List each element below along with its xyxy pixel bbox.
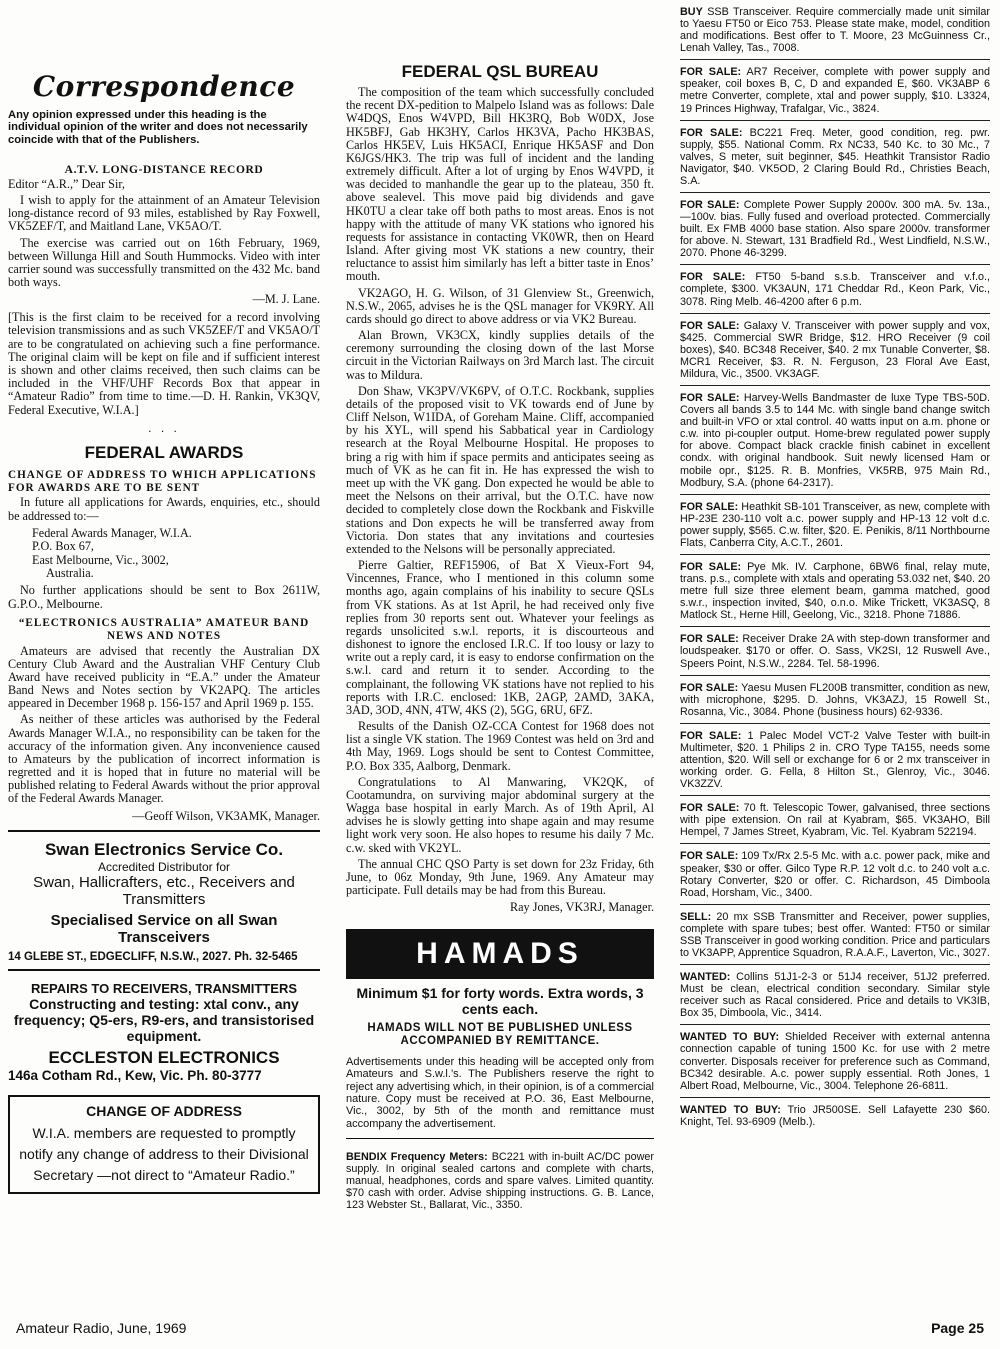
classified-ad [680,1025,990,1097]
ad-body: 109 Tx/Rx 2.5-5 Mc. with a.c. power pack, mike and speaker, $30 or offer. Gilco Type R.P. 12 volt d.c. to 240 volt a.c. Rotary Converter, $20 or offer. C. Richardson, 45 Dimboola Road, Horsham, Vic., 3400. [680,850,990,899]
divider [8,830,320,832]
ad-lead: FOR SALE: [680,66,742,79]
ad-body: Complete Power Supply 2000v. 300 mA. 5v. 13a., —100v. bias. Fully fused and overload protected. Commercially built. Ex FMB 4000 base station. Also spare 2000v. transformer for above. N. Stewart, 131 Bradfield Rd., West Lindfield, N.S.W., 2070. Phone 46-3299. [680,199,990,260]
classified-ad [680,60,990,120]
ad-lead: FOR SALE: [680,271,746,284]
swan-advert [8,840,320,963]
ad-body: Receiver Drake 2A with step-down transformer and loudspeaker. $170 or offer. O. Sass, VK2SI, 12 Ruswell Ave., Speers Point, N.S.W., 2284. Tel. 58-1996. [680,633,990,670]
section-separator: . . . [148,420,180,435]
ea-heading: “ELECTRONICS AUSTRALIA” AMATEUR BAND NEWS AND NOTES [18,616,310,642]
ad-lead: FOR SALE: [680,633,739,646]
ad-lead: FOR SALE: [680,729,742,742]
atv-paragraph: I wish to apply for the attainment of an Amateur Television long-distance record of 93 miles, established by Ray Foxwell, VK5ZEF/T, and Maitland Lane, VK5AO/T. [8,193,320,234]
ad-lead: FOR SALE: [680,681,739,694]
divider [8,969,320,971]
ad-lead: FOR SALE: [680,500,739,513]
repairs-advert [8,981,320,1083]
ad-lead: FOR SALE: [680,319,740,332]
footer-publication: Amateur Radio, June, 1969 [16,1320,187,1336]
address-line: Federal Awards Manager, W.I.A. [32,525,192,540]
atv-salutation: Editor “A.R.,” Dear Sir, [8,176,125,191]
coa-title: CHANGE OF ADDRESS [86,1102,242,1119]
ad-body: Trio JR500SE. Sell Lafayette 230 $60. Knight, Tel. 93-6909 (Melb.). [680,1103,991,1128]
ad-lead: FOR SALE: [680,392,740,405]
awards-paragraph: As neither of these articles was authorised by the Federal Awards Manager W.I.A., no responsibility can be taken for the accuracy of the information given. Any inconvenience caused to Amateurs by the publication of incorrect information is regretted and it is hoped that in future no material will be published relating to Federal Awards without the prior approval of the Federal Awards Manager. [8,712,320,806]
column-left [8,70,320,1194]
qsl-paragraph: Congratulations to Al Manwaring, VK2QK, of Cootamundra, on surviving major abdominal surgery at the Wagga base hospital in early March. As of 19th April, Al advises he is slowly getting into shape again and may resume light work very soon. He also hopes to resume his daily 7 Mc. c.w. sked with VK2YL. [346,774,654,855]
federal-awards-title: FEDERAL AWARDS [84,442,244,462]
awards-sub-heading: CHANGE OF ADDRESS TO WHICH APPLICATIONS FOR AWARDS ARE TO BE SENT [8,468,317,494]
ad-lead: WANTED: [680,971,731,984]
atv-signature: —M. J. Lane. [252,292,320,307]
ad-body: Heathkit SB-101 Transceiver, as new, complete with HP-23E 230-110 volt a.c. power supply and HP-13 12 volt d.c. power supply, $565. C.w. filter, $20. E. Penikis, 8/11 Northbourne Flats, Canberra City, A.C.T., 2601. [680,500,990,549]
qsl-paragraph: The annual CHC QSO Party is set down for 23z Friday, 6th June, to 06z Monday, 9th June, 1969. Any Amateur may participate. Full details may be had from this Bureau. [346,856,654,898]
ad-lead: SELL: [680,910,712,923]
ad-body: Galaxy V. Transceiver with power supply and vox, $425. Commercial SWR Bridge, $12. HRO Receiver (9 coil boxes), $40. BC348 Receiver, $40. 2 mx Tunable Converter, $8. MCR1 Receiver, $3. R. N. Ferguson, 23 Floral Ave East, Mildura, Vic., 3500. VK3AGF. [680,319,990,380]
ad-body: SSB Transceiver. Require commercially made unit similar to Yaesu FT50 or Eico 753. Please state make, model, condition and modifications. Best offer to T. Moore, 23 McGuinness Cr., Lenah Valley, Tas., 7008. [680,6,990,55]
ad-lead: FOR SALE: [680,560,742,573]
ad-body: Collins 51J1-2-3 or 51J4 receiver, 51J2 preferred. Must be clean, electrical condition secondary. Similar style receiver such as Racal considered. Price and details to VK3IB, Box 35, Dimboola, Vic., 3414. [680,971,990,1020]
ad-body: FT50 5-band s.s.b. Transceiver and v.f.o., complete, $300. VK3AUN, 171 Cheddar Rd., Keon Park, Vic., 3078. Ring Melb. 46-4200 after 6 p.m. [680,271,990,308]
classified-ad [680,905,990,965]
divider [346,1138,654,1139]
qsl-paragraph: Results of the Danish OZ-CCA Contest for 1968 does not list a single VK station. The 1969 Contest was held on 3rd and 4th May, 1969. Logs should be sent to Contest Committee, P.O. Box 335, Aalborg, Denmark. [346,719,654,773]
ad-body: 70 ft. Telescopic Tower, galvanised, three sections with pipe extension. On rail at Kyabram, $65. VK3AHO, Bill Hempel, 7 James Street, Kyabram, Vic. Tel. Kyabram 522194. [680,802,990,839]
awards-paragraph: In future all applications for Awards, enquiries, etc., should be addressed to:— [8,495,320,523]
swan-specialised: Specialised Service on all Swan Transceivers [50,912,278,947]
ad-body: Pye Mk. IV. Carphone, 6BW6 final, relay mute, trans. p.s., complete with xtals and operating 53.032 net, $40. 20 metre full size three element beam, gamma matched, good s.w.r., inspection invited, $40, o.n.o. Mike Trickett, VK3ASQ, 8 Matlock St., Herne Hill, Geelong, Vic., 3218. Phone 71886. [680,560,990,622]
column-middle [346,62,654,1216]
hamads-banner: HAMADS [346,929,654,979]
swan-name: Swan Electronics Service Co. [44,839,284,859]
address-line: P.O. Box 67, [32,539,94,554]
correspondence-title: Correspondence [32,70,296,103]
hamads-rate: Minimum $1 for forty words. Extra words, 3 cents each. [356,985,644,1018]
qsl-bureau-title: FEDERAL QSL BUREAU [401,62,599,81]
classified-ad [680,495,990,555]
repairs-firm: ECCLESTON ELECTRONICS [48,1047,280,1067]
classified-ad [680,965,990,1025]
ad-body: 1 Palec Model VCT-2 Valve Tester with built-in Multimeter, $20. 1 Philips 2 in. CRO Type TA155, needs some attention, $20. Will sell or exchange for 6 or 2 mx transceiver in working order. G. Fella, 8 Hilton St., Glenroy, Vic., 3046. VK3ZZV. [680,729,990,791]
classified-ad [680,724,990,796]
qsl-paragraph: Alan Brown, VK3CX, kindly supplies details of the ceremony surrounding the closing down of the last Morse circuit in the Victorian Railways on 3rd March last. The circuit was to Mildura. [346,328,654,382]
swan-brands: Swan, Hallicrafters, etc., Receivers and Transmitters [33,873,295,908]
change-of-address-box [8,1095,320,1194]
ad-lead: BUY [680,6,703,18]
classified-ad [680,314,990,386]
hamad-bendix [346,1145,654,1216]
ad-body: Harvey-Wells Bandmaster de luxe Type TBS-50D. Covers all bands 3.5 to 144 Mc. with single band change switch and built-in VFO or xtal control. 40 watts input on a.m. phone or c.w. into pi-coupler output. Home-brew regulated power supply for above. Compact black crackle finish cabinet in excellent condx. with original handbook. Suit newly licensed Ham or mobile opr., $125. R. B. Monfries, VK5RB, 975 Main Rd., Modbury, S.A. (phone 64-2317). [680,392,991,489]
correspondence-disclaimer: Any opinion expressed under this heading is the individual opinion of the writer and does not necessarily coincide with that of the Publishers. [8,109,308,146]
ad-lead: FOR SALE: [680,199,740,212]
ad-body: Yaesu Musen FL200B transmitter, condition as new, with microphone, $295. D. Johns, VK3AZJ, 15 Rowell St., Rosanna, Vic., 3084. Phone (business hours) 62-9336. [680,681,990,718]
qsl-paragraph: Pierre Galtier, REF15906, of Bat X Vieux-Fort 94, Vincennes, France, who I mentioned in this column some months ago, again complains of his inability to secure QSLs from VK stations. As at 1st April, he had received only five replies from 30 reports sent out. Whatever your feelings as regards unsolicited s.w.l. reports, it is discourteous and dishonest to ignore the enclosed I.R.C. If too lousy or lazy to write out a reply card, it is easy to endorse confirmation on the s.w.l. card and return it to sender. According to the complainant, the following VK stations have not replied to his reports with I.R.C. enclosed: 1KB, 2AGP, 2AMD, 3AKA, 3AD, 3OD, 4NN, 4TW, 4KS (2), 5GG, 6RU, 6FZ. [346,558,654,717]
address-line: Australia. [46,566,94,581]
classified-ad [680,627,990,675]
awards-paragraph: Amateurs are advised that recently the Australian DX Century Club Award and the Australian VHF Century Club Award have received publicity in “E.A.” under the Amateur Band News and Notes section by VK2APQ. The articles appeared in December 1968 p. 156-157 and April 1969 p. 155. [8,643,320,711]
hamads-policy: Advertisements under this heading will be accepted only from Amateurs and S.w.l.’s. The Publishers reserve the right to reject any advertising which, in their opinion, is of a commercial nature. Copy must be received at P.O. 36, East Melbourne, Vic., 3002, by 5th of the month and remittance must accompany the advertisement. [346,1055,654,1130]
qsl-paragraph: VK2AGO, H. G. Wilson, of 31 Glenview St., Greenwich, N.S.W., 2065, advises he is the QSL manager for VK9RY. All cards should go direct to above address or via VK2 Bureau. [346,285,654,326]
atv-heading: A.T.V. LONG-DISTANCE RECORD [64,163,264,176]
awards-signature: —Geoff Wilson, VK3AMK, Manager. [132,808,320,823]
atv-editor-note: [This is the first claim to be received for a record involving television transmissions and as such VK5ZEF/T and VK5AO/T are to be congratulated on achieving such a fine performance. The original claim will be kept on file and if sufficient interest is shown and other claims received, then such claims can be included in the VHF/UHF Records Box that appear in “Amateur Radio” from time to time.—D. H. Rankin, VK3QV, Federal Executive, W.I.A.] [8,310,320,417]
classified-ad [680,844,990,904]
ad-body: 20 mx SSB Transmitter and Receiver, power supplies, complete with spare tubes; best offer. Wanted: FT50 or similar SSB Transceiver in good working condition. Price and particulars to VK3APP, Apprentice Squadron, R.A.A.F., Laverton, Vic., 3027. [680,910,990,959]
ad-lead: FOR SALE: [680,802,740,815]
classified-ad [680,265,990,313]
repairs-heading: REPAIRS TO RECEIVERS, TRANSMITTERS [30,980,298,996]
qsl-signature: Ray Jones, VK3RJ, Manager. [510,900,654,915]
ad-body: Shielded Receiver with external antenna connection capable of tuning 1500 Kc. for use with 2 metre converter. Disposals receiver for preference such as Command, BC342 desirable. A.c. power supply essential. Roth Jones, 1 Albert Road, Melbourne, Vic., 3004. Telephone 26-6811. [680,1031,990,1092]
coa-body: W.I.A. members are requested to promptly notify any change of address to their Divisional Secretary —not direct to “Amateur Radio.” [19,1124,309,1183]
footer-page-number: Page 25 [931,1320,984,1336]
ad-body: AR7 Receiver, complete with power supply and speaker, coil boxes B, C, D and expanded E, $60. VK3ABP 6 metre Converter, complete, xtal and power supply, $10. L3324, 19 Princes Highway, Trafalgar, Vic., 3824. [680,66,990,115]
qsl-paragraph: Don Shaw, VK3PV/VK6PV, of O.T.C. Rockbank, supplies details of the proposed visit to VK towards end of June by Cliff Nelson, W1IDA, of Goreham Maine. Cliff, accompanied by his XYL, will spend his Sabbatical year in Cardiology research at the Royal Melbourne Hospital. He proposes to bring a rig with him if space permits and anticipates seeing as much of VK as he can fit in. He has expressed the wish to meet up with the VK gang. Don expected he would be able to meet the Nelsons on their arrival, but the O.T.C. have now decided to completely close down the Rockbank and Fiskville stations and Don expects he will be transferred away from Victoria. Don states that any invitations and courtesies extended to the Nelsons will be personally appreciated. [346,383,654,556]
awards-paragraph: No further applications should be sent to Box 2611W, G.P.O., Melbourne. [8,583,320,611]
ad-lead: BENDIX Frequency Meters: [346,1150,488,1163]
address-line: East Melbourne, Vic., 3002, [32,552,169,567]
ad-lead: WANTED TO BUY: [680,1031,780,1044]
classified-ad [680,676,990,724]
column-right [680,6,990,1133]
swan-address: 14 GLEBE ST., EDGECLIFF, N.S.W., 2027. Ph. 32-5465 [8,950,298,963]
awards-address [32,527,320,581]
classified-ad [680,1098,990,1133]
ad-body: BC221 with in-built AC/DC power supply. In original sealed cartons and complete with charts, manual, headphones, cords and spare valves. Limited quantity. $70 cash with order. Advise shipping instructions. G. B. Lance, 123 Webster St., Ballarat, Vic., 3350. [346,1150,654,1212]
classified-ad [680,386,990,495]
qsl-paragraph: The composition of the team which successfully concluded the recent DX-pedition to Malpelo Island was as follows: Dale W4DQS, Enos W4VPD, Bill HK3RQ, Bob W0DX, Jose HK5BFJ, Gab HK3HY, Carlos HK3VA, Pacho HK3BAS, Carlos HK5EV, Luis HK5ACI, Enrique HK5ASF and Don K6JGS/HK3. The trip was full of incident and the landing extremely difficult. After a lot of urging by Enos W4VPD, it was decided to manhandle the gear up to the plateau, 350 ft. above sealevel. This move paid big dividends and gave HK0TU a clear take off both paths to most areas. Enos is not happy with the attitude of many VK stations who ignored his requests for assistance in contacting VK0WR, then on Heard Island. After giving most VK stations a new country, their reluctance to assist him similarly has left a bitter taste in Enos’ mouth. [346,85,654,284]
classified-ad [680,796,990,844]
classified-ad [680,193,990,265]
swan-accredited: Accredited Distributor for [97,859,231,874]
hamads-warning: HAMADS WILL NOT BE PUBLISHED UNLESS ACCOMPANIED BY REMITTANCE. [367,1021,633,1047]
classified-ad [680,555,990,627]
ad-lead: FOR SALE: [680,126,743,139]
ad-body: BC221 Freq. Meter, good condition, reg. pwr. supply, $55. National Comm. Rx NC33, 540 Kc. to 30 Mc., 7 valves, S meter, suit beginner, $45. Heathkit Transistor Radio Navigator, $40. VK5OD, 2 Claring Bould Rd., Christies Beach, S.A. [680,126,991,187]
repairs-sub: Constructing and testing: xtal conv., any frequency; Q5-ers, R9-ers, and transistorised equipment. [13,995,315,1044]
classified-ad [680,6,990,60]
repairs-address: 146a Cotham Rd., Kew, Vic. Ph. 80-3777 [8,1067,262,1083]
ad-lead: FOR SALE: [680,850,739,863]
ad-lead: WANTED TO BUY: [680,1103,781,1116]
classified-ad [680,121,990,193]
atv-paragraph: The exercise was carried out on 16th February, 1969, between Willunga Hill and South Hummocks. Video with inter carrier sound was successfully transmitted on the 432 Mc. band both ways. [8,235,320,290]
